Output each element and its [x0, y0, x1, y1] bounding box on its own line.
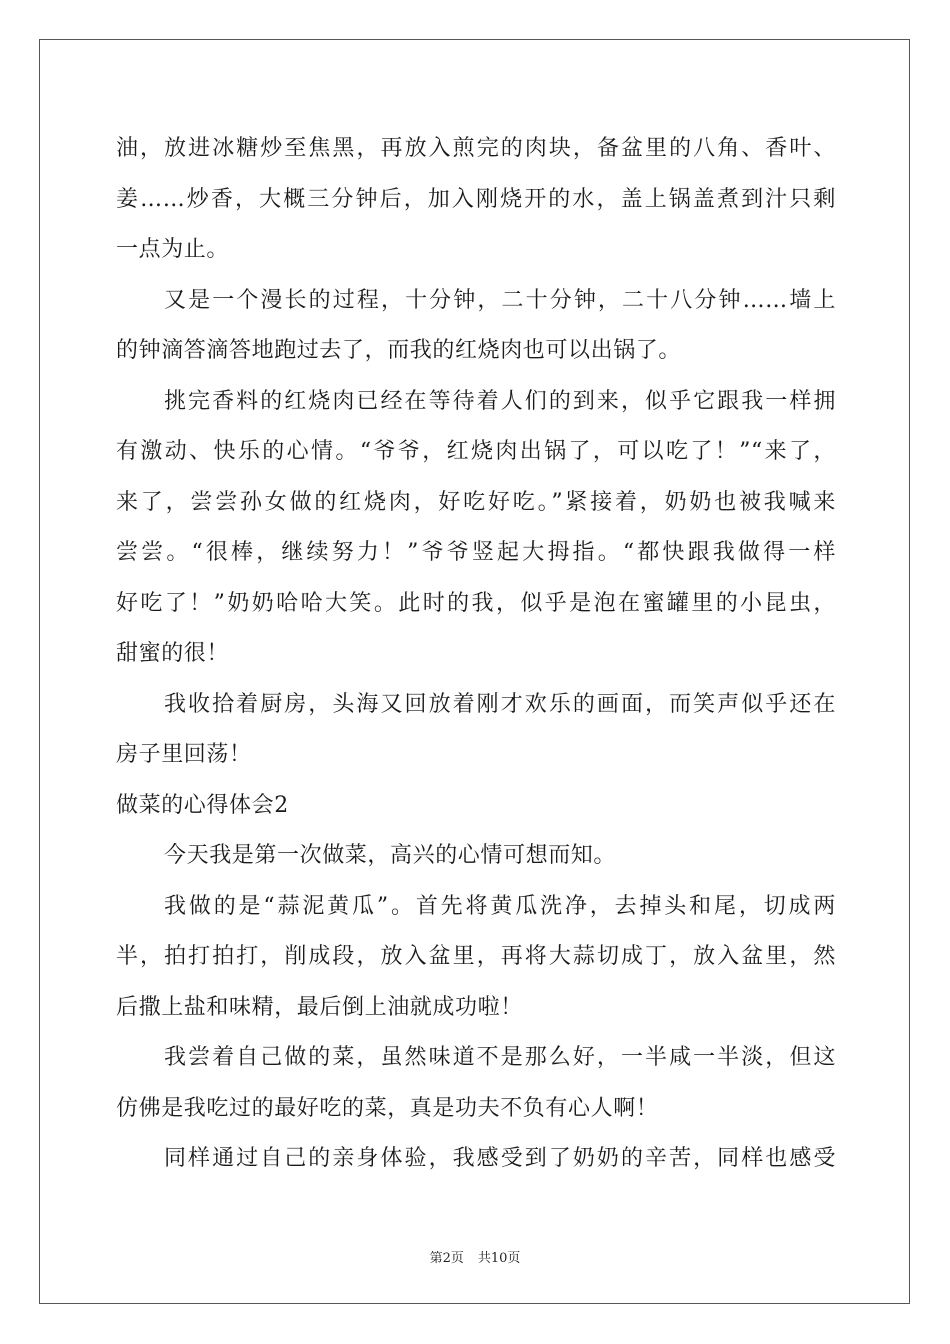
paragraph-line: 油，放进冰糖炒至焦黑，再放入煎完的肉块，备盆里的八角、香叶、 [116, 136, 836, 161]
paragraph-line: 的钟滴答滴答地跑过去了，而我的红烧肉也可以出锅了。 [116, 338, 682, 363]
paragraph-line: 来了，尝尝孙女做的红烧肉，好吃好吃。”紧接着，奶奶也被我喊来 [116, 489, 836, 515]
document-body [116, 124, 836, 1185]
paragraph-line: 我收拾着厨房，头海又回放着刚才欢乐的画面，而笑声似乎还在 [164, 691, 836, 717]
paragraph-line: 好吃了！”奶奶哈哈大笑。此时的我，似乎是泡在蜜罐里的小昆虫， [116, 590, 836, 616]
paragraph-line: 有激动、快乐的心情。“爷爷，红烧肉出锅了，可以吃了！”“来了， [116, 439, 836, 464]
paragraph-line: 我尝着自己做的菜，虽然味道不是那么好，一半咸一半淡，但这 [164, 1045, 836, 1070]
paragraph-line: 我做的是“蒜泥黄瓜”。首先将黄瓜洗净，去掉头和尾，切成两 [164, 893, 836, 919]
paragraph-line: 姜……炒香，大概三分钟后，加入刚烧开的水，盖上锅盖煮到汁只剩 [116, 186, 836, 212]
paragraph-line: 尝尝。“很棒，继续努力！”爷爷竖起大拇指。“都快跟我做得一样 [116, 540, 836, 565]
paragraph-line: 仿佛是我吃过的最好吃的菜，真是功夫不负有心人啊！ [116, 1095, 659, 1121]
paragraph-line: 甜蜜的很！ [116, 641, 230, 666]
paragraph-line: 又是一个漫长的过程，十分钟，二十分钟，二十八分钟……墙上 [164, 287, 836, 313]
page-number: 第2页 [429, 1251, 464, 1266]
page-total: 共10页 [477, 1251, 521, 1266]
section-heading: 做菜的心得体会2 [116, 792, 289, 818]
page-footer [0, 1247, 950, 1266]
paragraph-line: 同样通过自己的亲身体验，我感受到了奶奶的辛苦，同样也感受 [164, 1146, 836, 1171]
paragraph-line: 后撒上盐和味精，最后倒上油就成功啦！ [116, 994, 523, 1020]
paragraph-line: 半，拍打拍打，削成段，放入盆里，再将大蒜切成丁，放入盆里，然 [116, 944, 836, 969]
paragraph-line: 挑完香料的红烧肉已经在等待着人们的到来，似乎它跟我一样拥 [164, 388, 836, 414]
paragraph-line: 一点为止。 [116, 237, 230, 262]
paragraph-line: 房子里回荡！ [116, 742, 252, 767]
paragraph-line: 今天我是第一次做菜，高兴的心情可想而知。 [164, 843, 617, 868]
